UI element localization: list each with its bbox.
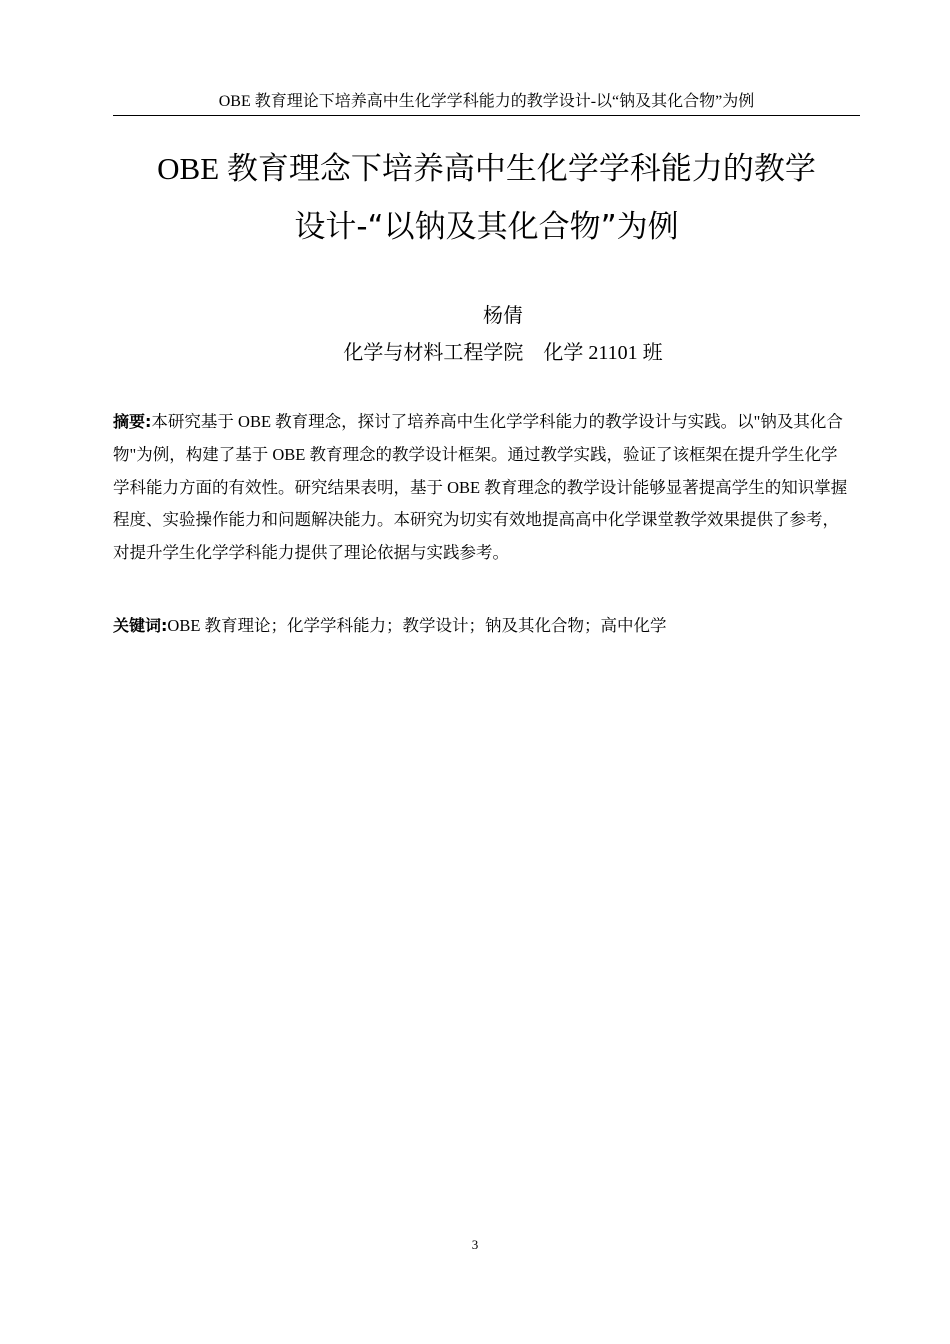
title-line-1-rest: 教育理念下培养高中生化学学科能力的教学	[226, 151, 816, 187]
author-affiliation: 化学与材料工程学院 化学 21101 班	[343, 342, 663, 364]
header-rule	[113, 115, 860, 116]
author-name: 杨倩	[483, 305, 523, 327]
page-number: 3	[471, 1237, 479, 1252]
keywords	[113, 612, 850, 640]
title-line-2: 设计-“以钠及其化合物”为例	[294, 209, 679, 245]
keywords-text: OBE 教育理论；化学学科能力；教学设计；钠及其化合物；高中化学	[167, 616, 667, 635]
abstract-label: 摘要:	[113, 412, 152, 431]
keywords-label: 关键词:	[113, 616, 168, 635]
abstract-text: 本研究基于 OBE 教育理念，探讨了培养高中生化学学科能力的教学设计与实践。以"钠及其化合物"为例，构建了基于 OBE 教育理念的教学设计框架。通过教学实践，验证了该框架在提升学生化学学科能力方面的有效性。研究结果表明，基于 OBE 教育理念的教学设计能够显著提高学生的知识掌握程度、实验操作能力和问题解决能力。本研究为切实有效地提高高中化学课堂教学效果提供了参考，对提升学生化学学科能力提供了理论依据与实践参考。	[113, 412, 848, 563]
running-header: OBE 教育理论下培养高中生化学学科能力的教学设计-以“钠及其化合物”为例	[218, 93, 755, 110]
abstract	[113, 406, 850, 570]
title-line-1	[157, 151, 816, 187]
document-title	[105, 140, 868, 256]
title-line-1-latin: OBE	[157, 151, 227, 186]
